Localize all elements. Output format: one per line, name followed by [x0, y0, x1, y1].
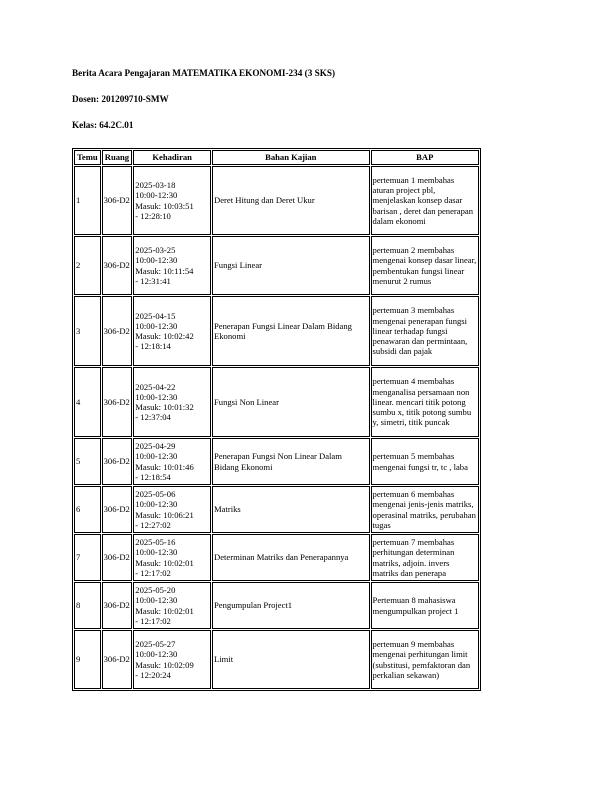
- check-in-time: Masuk: 10:02:01: [135, 605, 194, 616]
- teaching-record-table: [72, 148, 481, 691]
- cell-temu: 9: [74, 630, 101, 689]
- cell-bahan-kajian: Fungsi Linear: [212, 236, 370, 295]
- column-header-ruang: Ruang: [102, 150, 133, 165]
- session-date: 2025-05-27: [135, 639, 176, 650]
- session-date: 2025-04-22: [135, 381, 176, 392]
- session-date: 2025-05-16: [135, 537, 176, 548]
- cell-temu: 4: [74, 367, 101, 437]
- check-in-time: Masuk: 10:02:42: [135, 331, 194, 341]
- check-in-time: Masuk: 10:06:21: [135, 509, 194, 520]
- session-date: 2025-05-06: [135, 489, 176, 500]
- cell-ruang: 306-D2: [102, 166, 133, 235]
- check-out-time: - 12:17:02: [135, 615, 171, 626]
- table-row: [74, 367, 479, 437]
- column-header-temu: Temu: [74, 150, 101, 165]
- cell-temu: 2: [74, 236, 101, 295]
- class-line: Kelas: 64.2C.01: [72, 120, 134, 130]
- cell-bap: pertemuan 6 membahas mengenai jenis-jenis matriks, operasinal matriks, perubahan tugas: [371, 486, 479, 533]
- column-header-kehadiran: Kehadiran: [133, 150, 211, 165]
- check-out-time: - 12:27:02: [135, 519, 171, 530]
- table-row: [74, 166, 479, 235]
- cell-bap: pertemuan 7 membahas perhitungan determinan matriks, adjoin. invers matriks dan penerapa: [371, 534, 479, 581]
- table-row: [74, 630, 479, 689]
- cell-temu: 3: [74, 296, 101, 366]
- table-row: [74, 438, 479, 485]
- check-in-time: Masuk: 10:03:51: [135, 200, 194, 211]
- cell-kehadiran: [133, 296, 211, 366]
- cell-bahan-kajian: Penerapan Fungsi Non Linear Dalam Bidang Ekonomi: [212, 438, 370, 485]
- cell-ruang: 306-D2: [102, 630, 133, 689]
- cell-temu: 7: [74, 534, 101, 581]
- cell-bap: pertemuan 4 membahas menganalisa persamaan non linear. mencari titik potong sumbu x, titik potong sumbu y, simetri, titik puncak: [371, 367, 479, 437]
- cell-bap: pertemuan 9 membahas mengenai perhitungan limit (substitusi, pemfaktoran dan perkalian sekawan): [371, 630, 479, 689]
- cell-bahan-kajian: Determinan Matriks dan Penerapannya: [212, 534, 370, 581]
- cell-kehadiran: [133, 534, 211, 581]
- cell-bahan-kajian: Fungsi Non Linear: [212, 367, 370, 437]
- check-out-time: - 12:20:24: [135, 669, 171, 680]
- check-in-time: Masuk: 10:01:46: [135, 461, 194, 472]
- table-row: [74, 236, 479, 295]
- column-header-bap: BAP: [371, 150, 479, 165]
- cell-bap: pertemuan 2 membahas mengenai konsep dasar linear, pembentukan fungsi linear menurut 2 rumus: [371, 236, 479, 295]
- session-date: 2025-04-15: [135, 310, 176, 321]
- session-date: 2025-05-20: [135, 585, 176, 596]
- session-date: 2025-03-18: [135, 180, 176, 191]
- session-time: 10:00-12:30: [135, 499, 178, 510]
- session-time: 10:00-12:30: [135, 649, 178, 660]
- cell-temu: 1: [74, 166, 101, 235]
- cell-bahan-kajian: Pengumpulan Project1: [212, 582, 370, 629]
- cell-bap: pertemuan 5 membahas mengenai fungsi tr, tc , laba: [371, 438, 479, 485]
- cell-kehadiran: [133, 367, 211, 437]
- cell-bahan-kajian: Deret Hitung dan Deret Ukur: [212, 166, 370, 235]
- cell-kehadiran: [133, 438, 211, 485]
- column-header-bahan-kajian: Bahan Kajian: [212, 150, 370, 165]
- session-date: 2025-03-25: [135, 245, 176, 256]
- cell-temu: 6: [74, 486, 101, 533]
- check-out-time: - 12:18:54: [135, 471, 171, 482]
- cell-kehadiran: [133, 630, 211, 689]
- cell-kehadiran: [133, 486, 211, 533]
- check-in-time: Masuk: 10:11:54: [135, 265, 194, 276]
- cell-ruang: 306-D2: [102, 296, 133, 366]
- check-out-time: - 12:28:10: [135, 210, 171, 221]
- check-in-time: Masuk: 10:02:09: [135, 659, 194, 670]
- table-row: [74, 486, 479, 533]
- session-time: 10:00-12:30: [135, 595, 178, 606]
- session-time: 10:00-12:30: [135, 451, 178, 462]
- check-out-time: - 12:31:41: [135, 275, 171, 286]
- table-row: [74, 534, 479, 581]
- cell-bahan-kajian: Limit: [212, 630, 370, 689]
- cell-kehadiran: [133, 582, 211, 629]
- cell-bap: pertemuan 1 membahas aturan project pbl, menjelaskan konsep dasar barisan , deret dan penerapan dalam ekonomi: [371, 166, 479, 235]
- document-title: Berita Acara Pengajaran MATEMATIKA EKONOMI-234 (3 SKS): [72, 68, 336, 78]
- cell-temu: 5: [74, 438, 101, 485]
- table-header-row: [74, 150, 479, 165]
- document-header: [72, 68, 482, 131]
- session-date: 2025-04-29: [135, 441, 176, 452]
- cell-ruang: 306-D2: [102, 236, 133, 295]
- table-body: [74, 166, 479, 689]
- session-time: 10:00-12:30: [135, 190, 178, 201]
- lecturer-line: Dosen: 201209710-SMW: [72, 94, 169, 104]
- table-row: [74, 582, 479, 629]
- cell-bahan-kajian: Penerapan Fungsi Linear Dalam Bidang Ekonomi: [212, 296, 370, 366]
- cell-bap: pertemuan 3 membahas mengenai penerapan fungsi linear terhadap fungsi penawaran dan permintaan, subsidi dan pajak: [371, 296, 479, 366]
- check-in-time: Masuk: 10:01:32: [135, 402, 194, 412]
- session-time: 10:00-12:30: [135, 255, 178, 266]
- cell-ruang: 306-D2: [102, 534, 133, 581]
- cell-bahan-kajian: Matriks: [212, 486, 370, 533]
- cell-ruang: 306-D2: [102, 438, 133, 485]
- cell-kehadiran: [133, 166, 211, 235]
- cell-temu: 8: [74, 582, 101, 629]
- cell-ruang: 306-D2: [102, 486, 133, 533]
- cell-kehadiran: [133, 236, 211, 295]
- cell-bap: Pertemuan 8 mahasiswa mengumpulkan project 1: [371, 582, 479, 629]
- session-time: 10:00-12:30: [135, 391, 178, 402]
- check-out-time: - 12:18:14: [135, 341, 171, 352]
- cell-ruang: 306-D2: [102, 582, 133, 629]
- check-out-time: - 12:17:02: [135, 567, 171, 578]
- cell-ruang: 306-D2: [102, 367, 133, 437]
- check-out-time: - 12:37:04: [135, 412, 171, 423]
- check-in-time: Masuk: 10:02:01: [135, 557, 194, 568]
- session-time: 10:00-12:30: [135, 320, 178, 331]
- session-time: 10:00-12:30: [135, 547, 178, 558]
- table-row: [74, 296, 479, 366]
